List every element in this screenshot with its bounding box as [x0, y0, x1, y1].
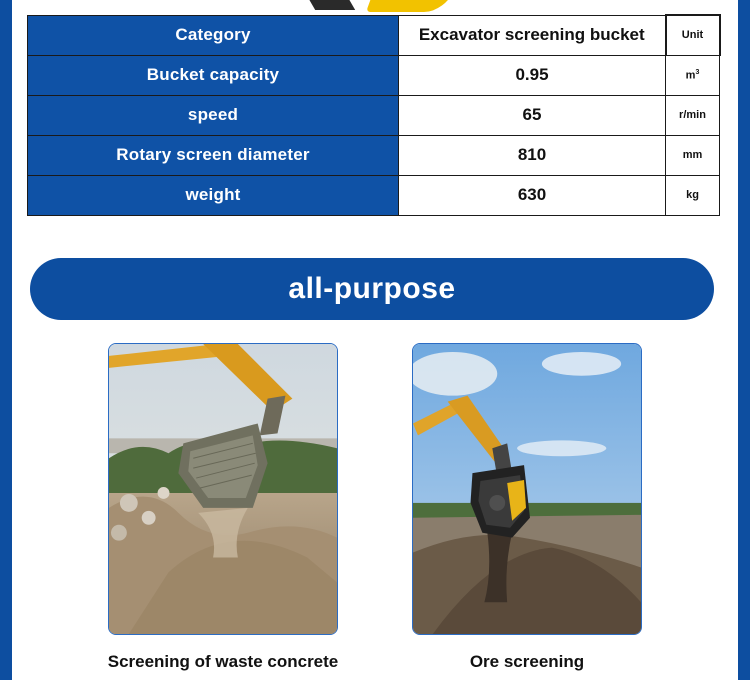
excavator-screening-concrete-photo [108, 343, 338, 635]
spec-label: Bucket capacity [28, 55, 399, 95]
spec-unit: Unit [666, 15, 720, 55]
spec-value: 630 [399, 175, 666, 215]
spec-value: 810 [399, 135, 666, 175]
spec-value: Excavator screening bucket [399, 15, 666, 55]
table-row [28, 55, 720, 95]
table-row [28, 135, 720, 175]
photo-caption: Screening of waste concrete [107, 652, 339, 671]
photo-caption: Ore screening [469, 652, 585, 671]
spec-unit [666, 55, 720, 95]
spec-value: 65 [399, 95, 666, 135]
specs-table [27, 14, 721, 216]
top-decoration [300, 0, 460, 14]
spec-unit: kg [666, 175, 720, 215]
excavator-screening-ore-photo [412, 343, 642, 635]
spec-unit: mm [666, 135, 720, 175]
spec-label: Rotary screen diameter [28, 135, 399, 175]
spec-value: 0.95 [399, 55, 666, 95]
banner-title: all-purpose [288, 272, 456, 305]
section-banner [30, 258, 714, 320]
table-row [28, 95, 720, 135]
right-frame-border [738, 0, 750, 680]
spec-label: Category [28, 15, 399, 55]
spec-unit-base: m [685, 69, 696, 82]
spec-label: speed [28, 95, 399, 135]
left-frame-border [0, 0, 12, 680]
spec-unit-superscript: 3 [695, 68, 700, 76]
table-row [28, 175, 720, 215]
table-row [28, 15, 720, 55]
spec-unit: r/min [666, 95, 720, 135]
spec-label: weight [28, 175, 399, 215]
